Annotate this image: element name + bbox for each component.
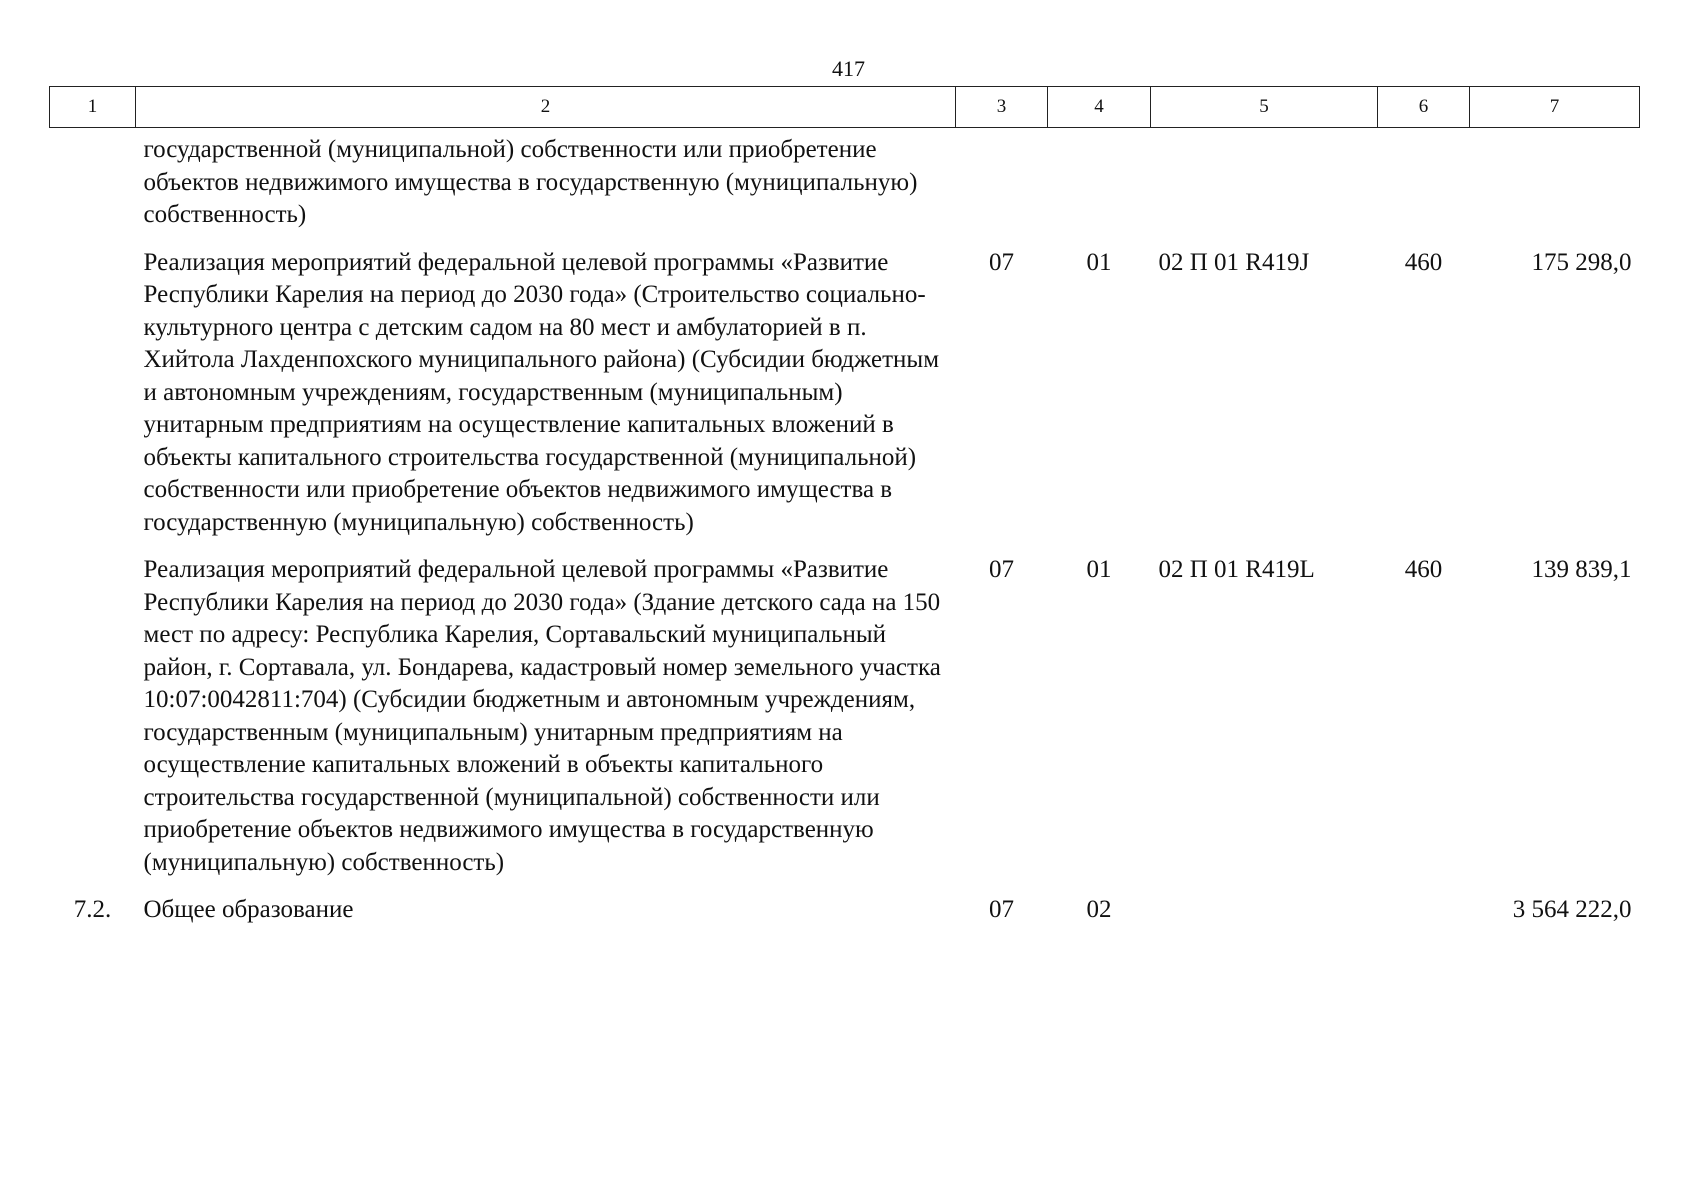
table-row	[50, 554, 1640, 894]
row-index: 7.2.	[73, 896, 112, 923]
column-header-1: 1	[50, 87, 136, 128]
row-expense-type: 460	[1404, 248, 1443, 276]
row-subsection: 02	[1086, 896, 1112, 923]
row-description: Реализация мероприятий федеральной целевой программы «Развитие Республики Карелия на период до 2030 года» (Строительство социально-культурного центра с детским садом на 80 мест и амбулаторией в п. Хийтола Лахденпохского муниципального района) (Субсидии бюджетным и автономным учреждениям, государственным (муниципальным) унитарным предприятиям на осуществление капитальных вложений в объекты капитального строительства государственной (муниципальной) собственности или приобретение объектов недвижимого имущества в государственную (муниципальную) собственность)	[143, 248, 940, 536]
table-row	[50, 894, 1640, 942]
row-section	[956, 128, 1048, 247]
column-header-3: 3	[956, 87, 1048, 128]
row-subsection	[1048, 128, 1151, 247]
row-expense-type: 460	[1404, 556, 1443, 583]
row-subsection: 01	[1086, 248, 1112, 276]
column-header-4: 4	[1048, 87, 1151, 128]
column-header-2: 2	[136, 87, 956, 128]
row-target-code: 02 П 01 R419L	[1158, 556, 1315, 583]
row-target-code	[1151, 894, 1378, 942]
column-header-5: 5	[1151, 87, 1378, 128]
row-section: 07	[989, 896, 1014, 923]
row-index	[50, 247, 136, 555]
row-target-code	[1151, 128, 1378, 247]
row-amount: 175 298,0	[1531, 248, 1632, 276]
row-index	[50, 128, 136, 247]
table-row	[50, 247, 1640, 555]
budget-table	[49, 86, 1640, 942]
row-section: 07	[989, 556, 1014, 583]
row-amount: 3 564 222,0	[1512, 896, 1632, 923]
header-row	[50, 87, 1640, 128]
row-subsection: 01	[1086, 556, 1112, 583]
row-section: 07	[989, 248, 1014, 276]
row-description: государственной (муниципальной) собственности или приобретение объектов недвижимого имущества в государственную (муниципальную) собственность)	[143, 136, 918, 228]
table-row	[50, 128, 1640, 247]
table-body	[50, 128, 1640, 942]
row-index	[50, 554, 136, 894]
column-header-6: 6	[1378, 87, 1470, 128]
row-amount: 139 839,1	[1531, 556, 1632, 583]
row-target-code: 02 П 01 R419J	[1158, 248, 1310, 276]
column-header-7: 7	[1470, 87, 1640, 128]
row-description: Общее образование	[143, 896, 354, 923]
row-description: Реализация мероприятий федеральной целевой программы «Развитие Республики Карелия на период до 2030 года» (Здание детского сада на 150 мест по адресу: Республика Карелия, Сортавальский муниципальный район, г. Сортавала, ул. Бондарева, кадастровый номер земельного участка 10:07:0042811:704) (Субсидии бюджетным и автономным учреждениям, государственным (муниципальным) унитарным предприятиям на осуществление капитальных вложений в объекты капитального строительства государственной (муниципальной) собственности или приобретение объектов недвижимого имущества в государственную (муниципальную) собственность)	[143, 556, 941, 876]
row-amount	[1470, 128, 1640, 247]
row-expense-type	[1378, 128, 1470, 247]
row-expense-type	[1378, 894, 1470, 942]
page-number: 417	[832, 56, 865, 81]
table-header	[50, 87, 1640, 128]
